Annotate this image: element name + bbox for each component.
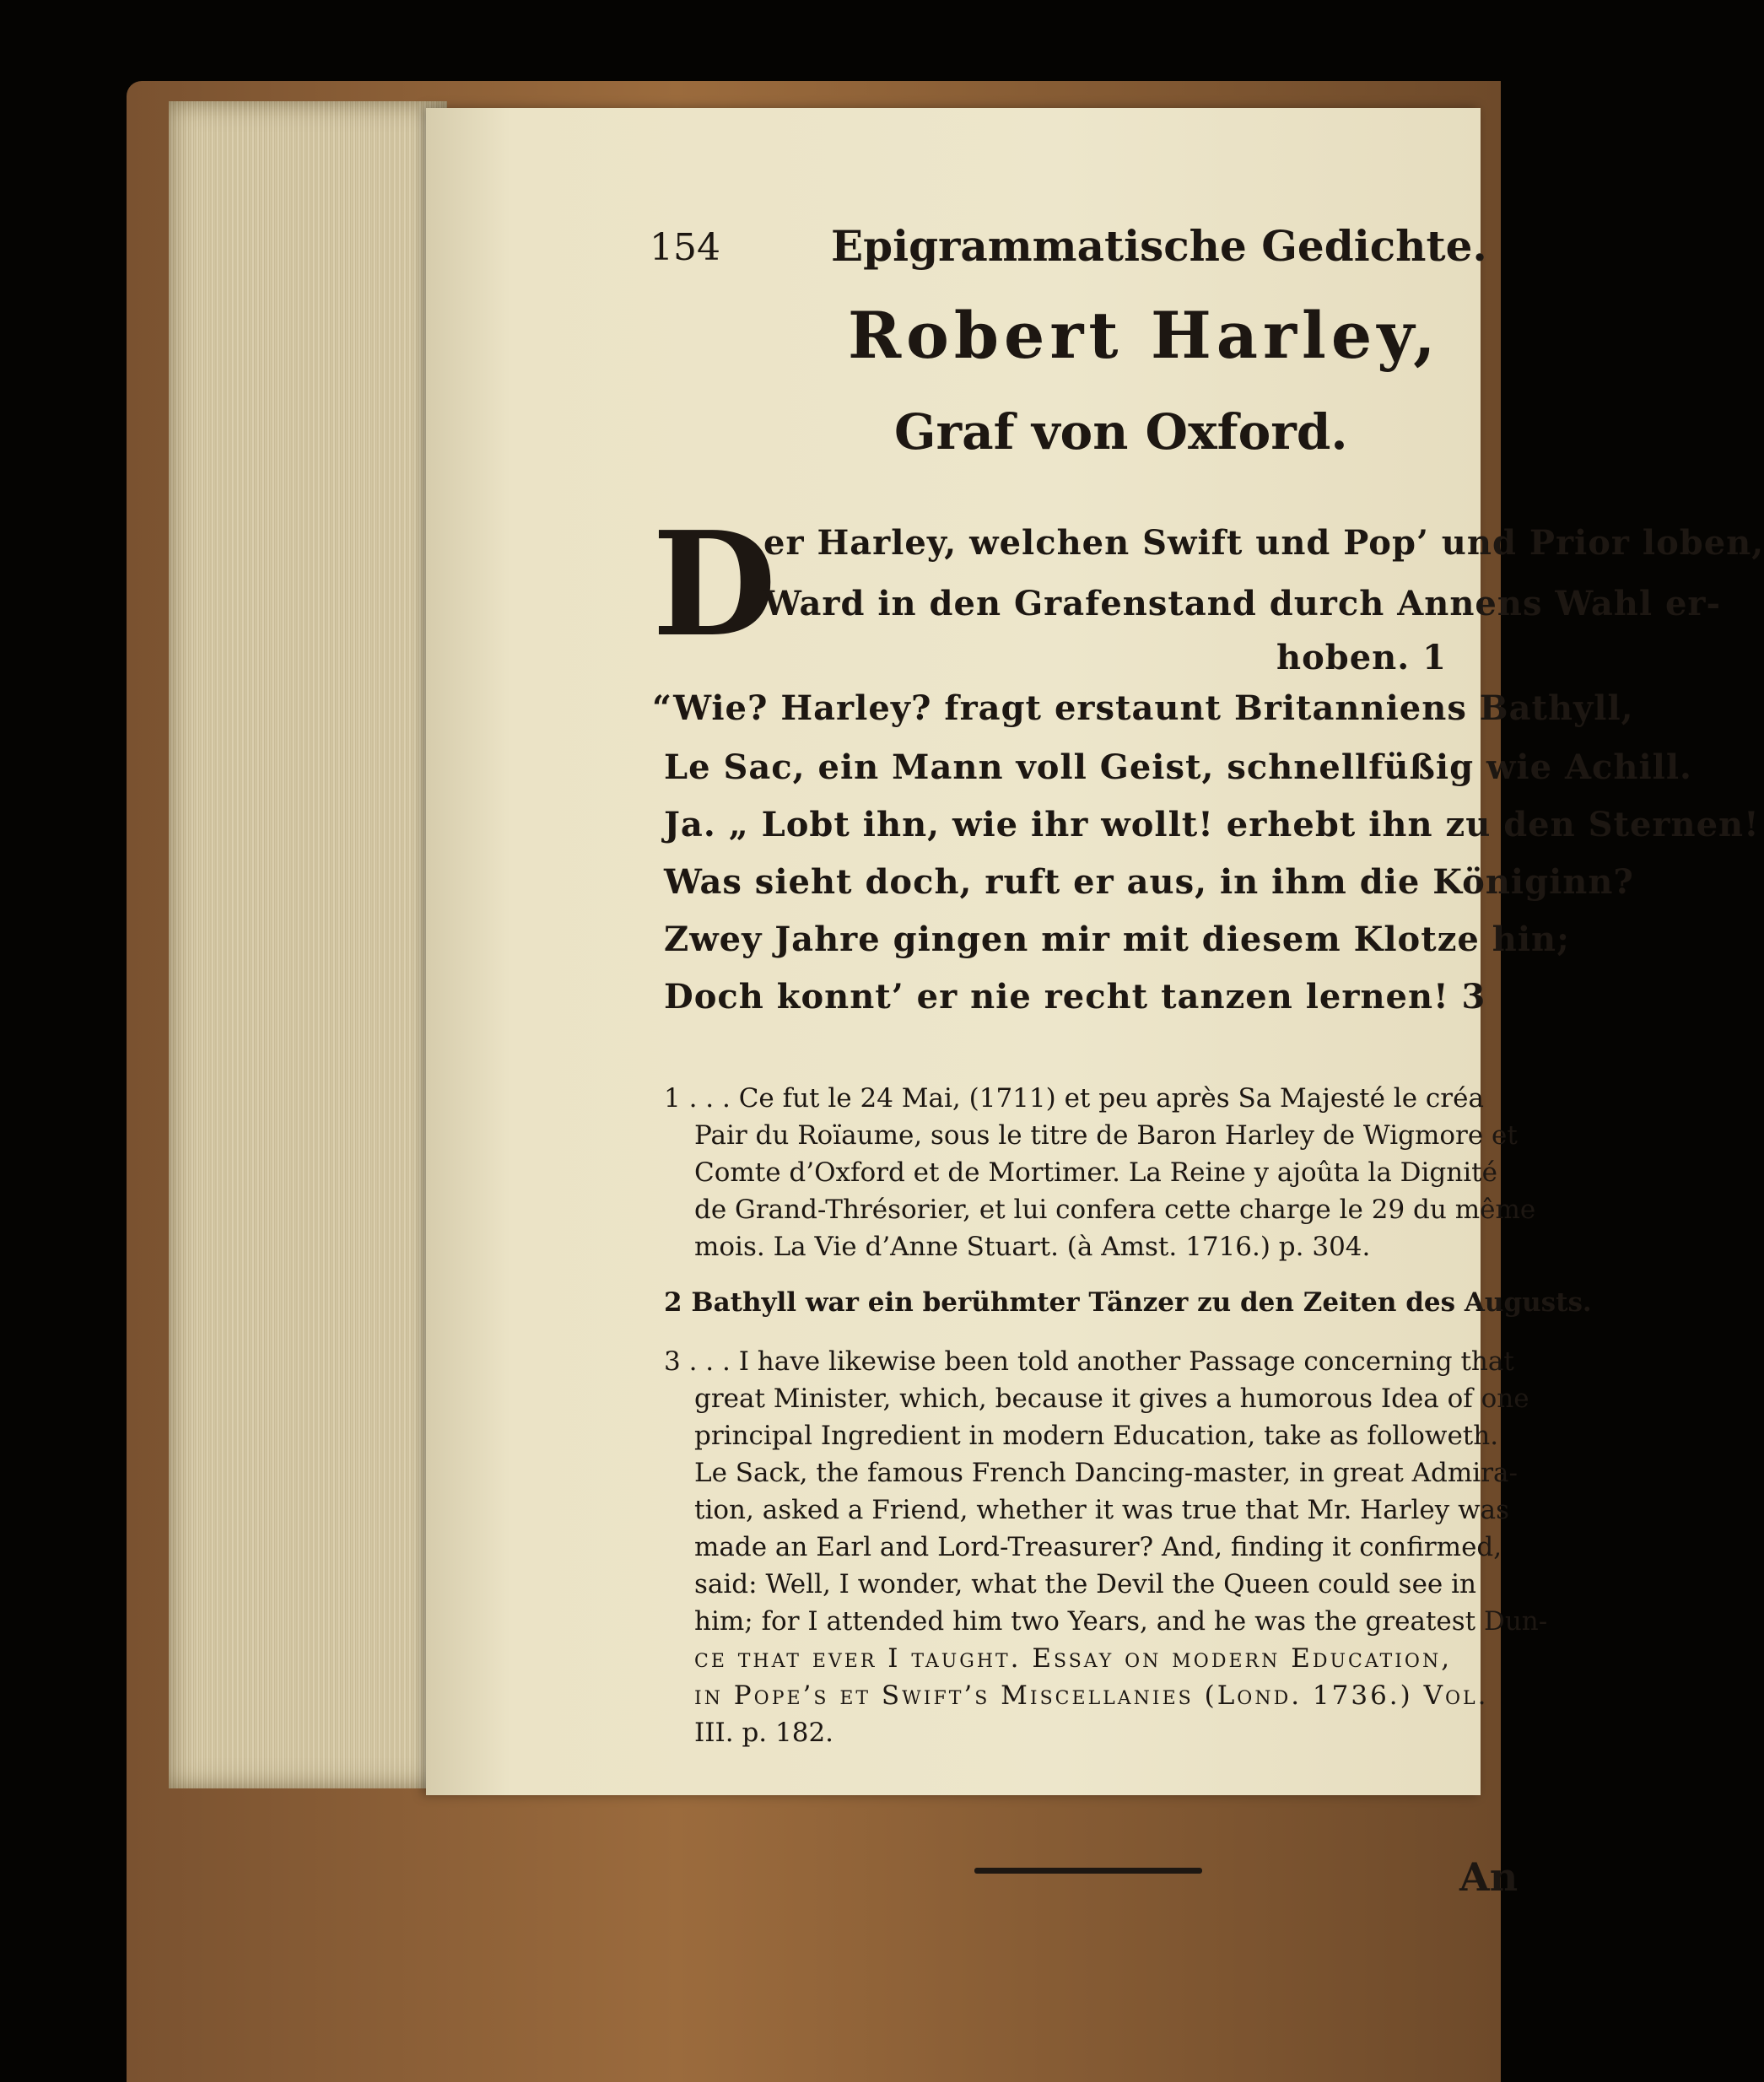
footnote-1-line: Pair du Roïaume, sous le titre de Baron Harley de Wigmore et [694, 1120, 1518, 1151]
poem-line: Ja. „ Lobt ihn, wie ihr wollt! erhebt ihn zu den Sternen! [664, 805, 1760, 844]
footnote-3-line: Le Sack, the famous French Dancing-master, in great Admira- [694, 1458, 1518, 1488]
poem-line: “Wie? Harley? fragt erstaunt Britanniens Bathyll, [652, 688, 1634, 728]
page-edges [169, 101, 447, 1788]
poem-subtitle: Graf von Oxford. [894, 403, 1348, 461]
poem-line: Doch konnt’ er nie recht tanzen lernen! 3 [664, 977, 1486, 1017]
poem-line: Was sieht doch, ruft er aus, in ihm die Königinn? [664, 862, 1634, 902]
end-rule [974, 1868, 1202, 1874]
footnote-1-line: de Grand-Thrésorier, et lui confera cette charge le 29 du même [694, 1195, 1536, 1225]
catchword: An [1459, 1854, 1519, 1900]
page-number: 154 [650, 226, 720, 269]
footnote-3-line: principal Ingredient in modern Education, take as followeth. [694, 1421, 1499, 1451]
running-head: Epigrammatische Gedichte. [831, 221, 1487, 271]
footnote-3-line: tion, asked a Friend, whether it was true that Mr. Harley was [694, 1495, 1510, 1525]
footnote-2: 2 Bathyll war ein berühmter Tänzer zu den Zeiten des Augusts. [664, 1287, 1592, 1318]
poem-line: Zwey Jahre gingen mir mit diesem Klotze hin; [664, 920, 1570, 959]
poem-title: Robert Harley, [848, 298, 1441, 373]
poem-line: hoben. 1 [1276, 638, 1447, 677]
footnote-3-line: great Minister, which, because it gives a humorous Idea of one [694, 1384, 1529, 1414]
footnote-1-line: mois. La Vie d’Anne Stuart. (à Amst. 1716.) p. 304. [694, 1232, 1371, 1262]
footnote-3-line: said: Well, I wonder, what the Devil the Queen could see in [694, 1569, 1477, 1599]
footnote-3-line: made an Earl and Lord-Treasurer? And, finding it confirmed, [694, 1532, 1502, 1562]
footnote-3-line: III. p. 182. [694, 1718, 834, 1748]
footnote-3-line: 3 . . . I have likewise been told another Passage concerning that [664, 1346, 1514, 1377]
footnote-1-line: Comte d’Oxford et de Mortimer. La Reine y ajoûta la Dignité [694, 1157, 1497, 1188]
book-page [426, 108, 1764, 1900]
poem-line: Ward in den Grafenstand durch Annens Wahl er- [763, 584, 1722, 623]
footnote-3-line: in Pope’s et Swift’s Miscellanies (Lond. 1736.) Vol. [694, 1680, 1489, 1711]
drop-cap: D [652, 500, 777, 669]
footnote-3-line: him; for I attended him two Years, and he was the greatest Dun- [694, 1606, 1548, 1637]
footnote-1-line: 1 . . . Ce fut le 24 Mai, (1711) et peu après Sa Majesté le créa [664, 1083, 1484, 1114]
footnote-3-line: ce that ever I taught. Essay on modern Education, [694, 1643, 1453, 1674]
poem-line: Le Sac, ein Mann voll Geist, schnellfüßig wie Achill. [664, 747, 1692, 787]
poem-line: er Harley, welchen Swift und Pop’ und Prior loben, [763, 523, 1764, 563]
